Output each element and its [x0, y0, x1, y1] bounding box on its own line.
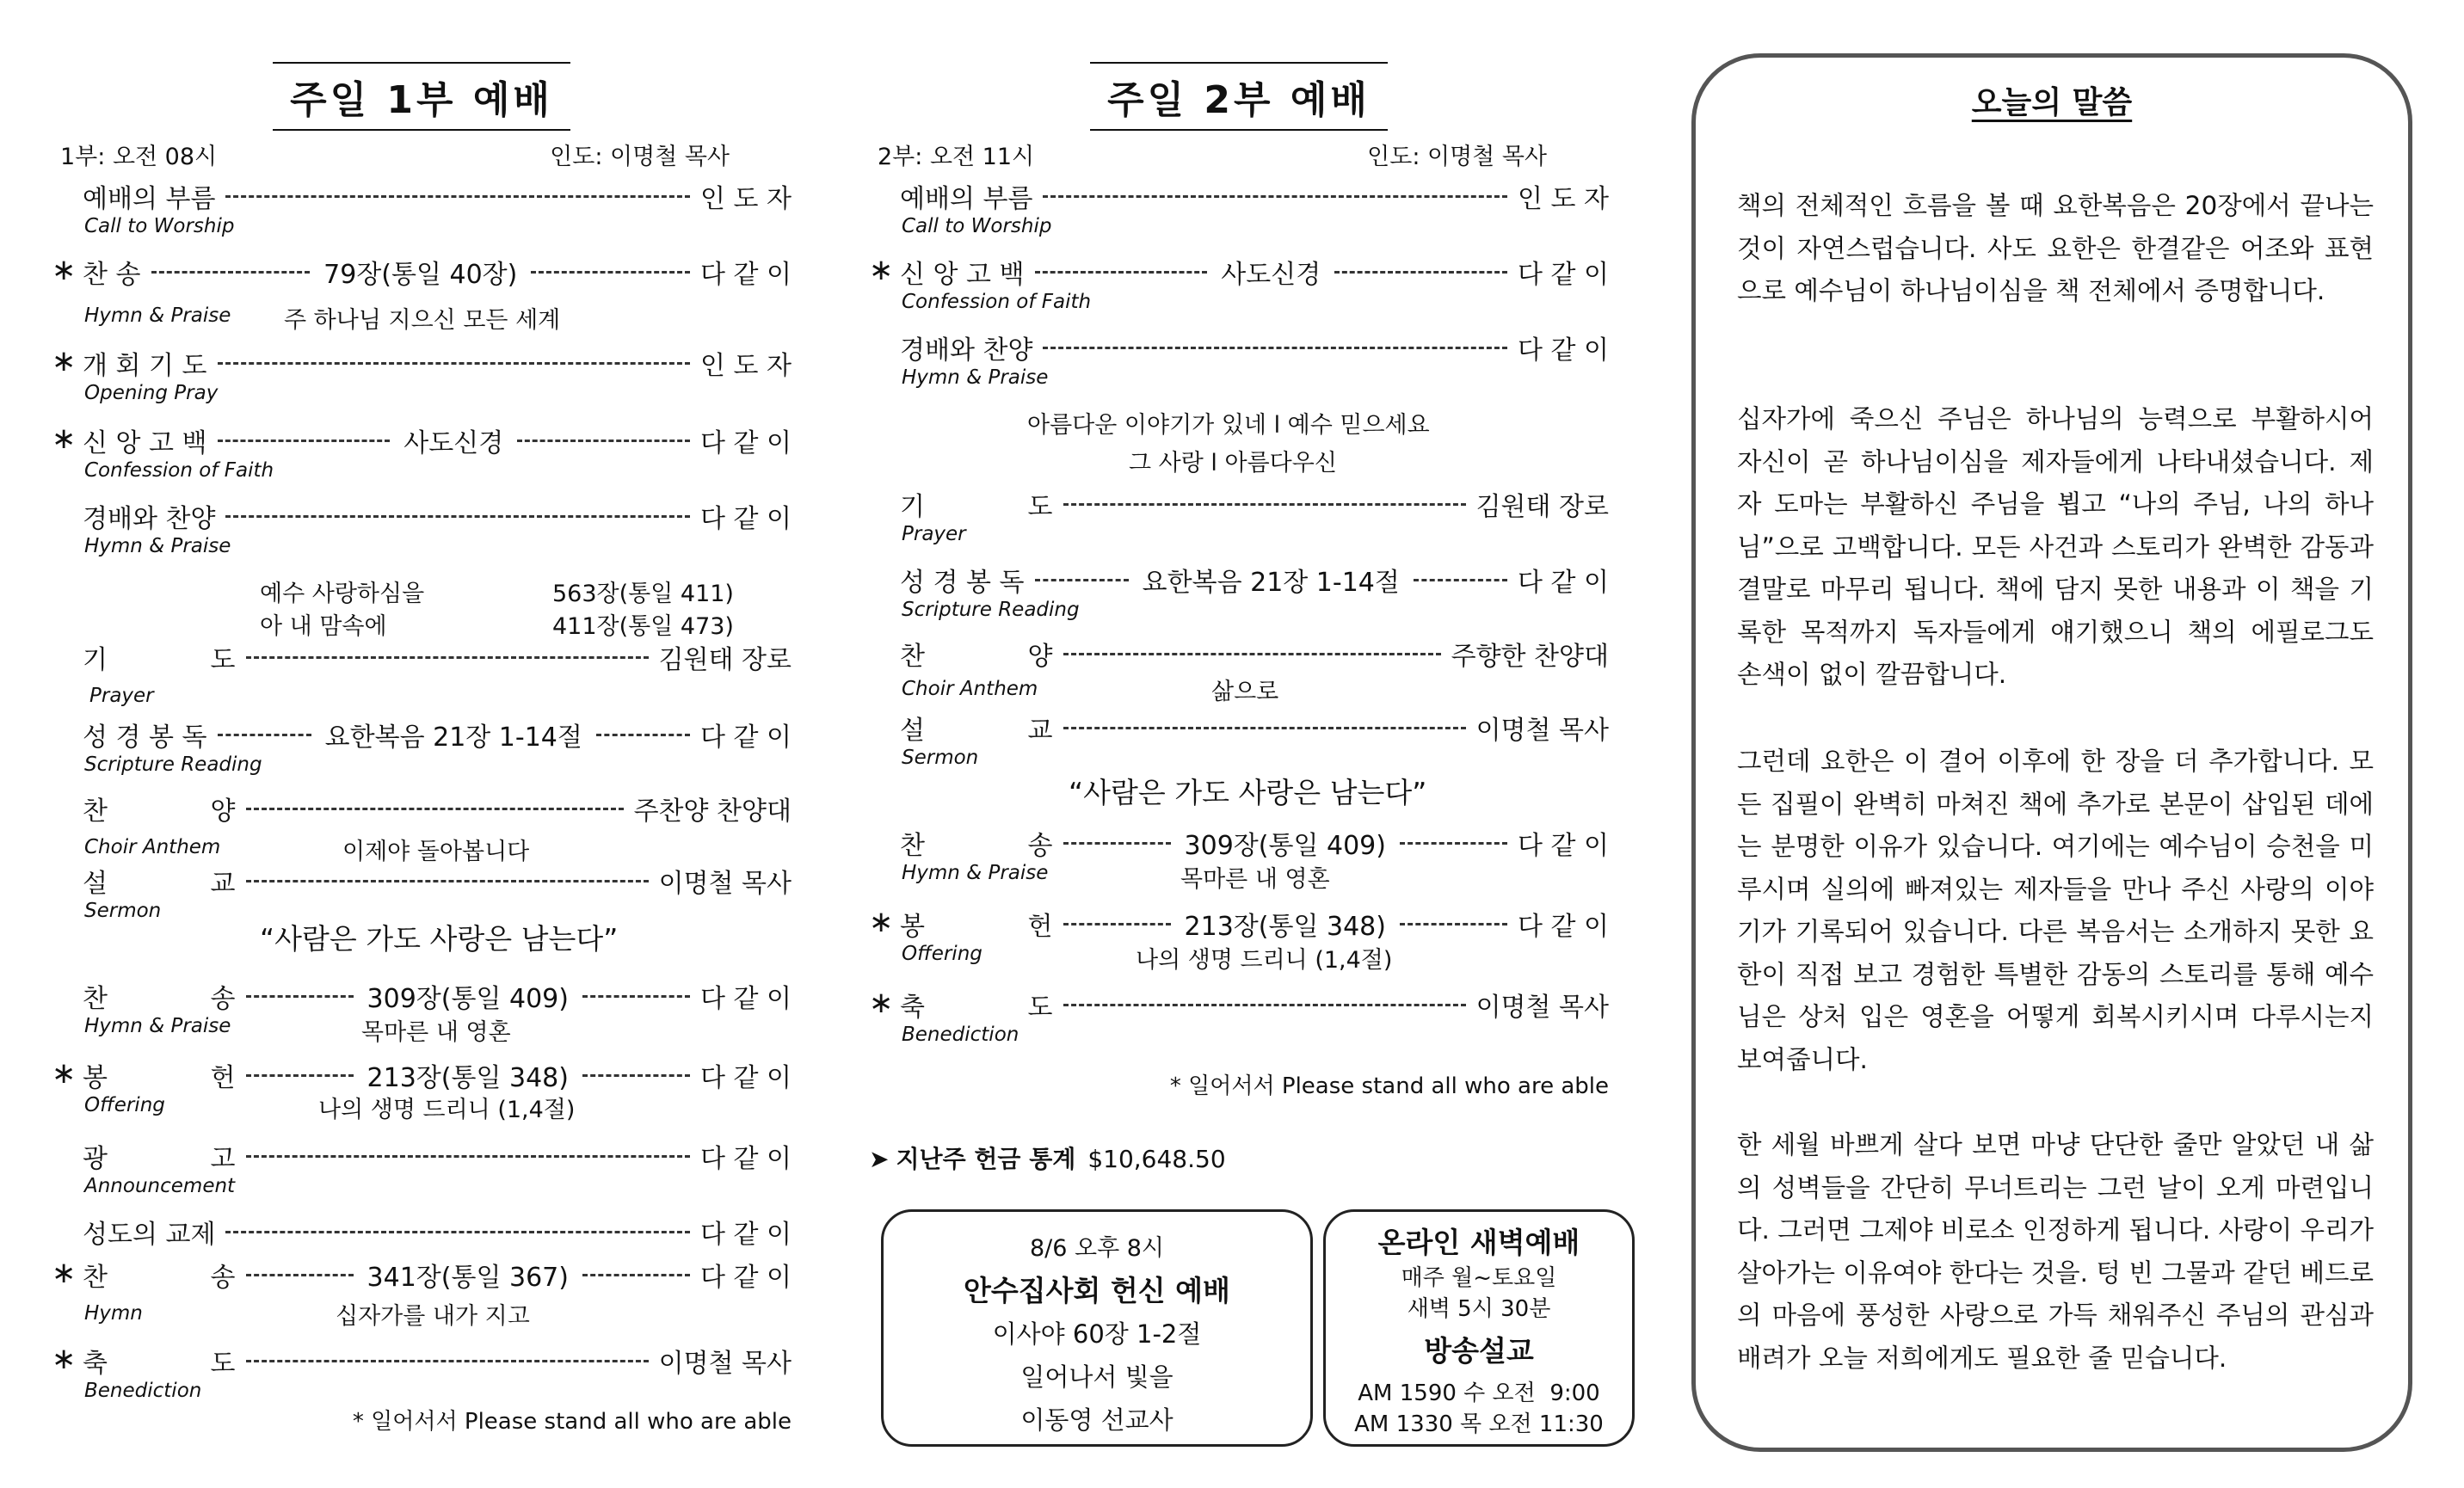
offering-stats-amount: $10,648.50 — [1087, 1145, 1226, 1173]
service1-leader: 인도: 이명철 목사 — [550, 144, 730, 170]
event-date: 8/6 오후 8시 — [1029, 1235, 1165, 1262]
event-box — [881, 1209, 1313, 1447]
sermon-paragraph: 그런데 요한은 이 결어 이후에 한 장을 더 추가합니다. 모든 집필이 완벽히 마쳐진 책에 추가로 본문이 삽입된 데에는 분명한 이유가 있습니다. 여기에는 예수님이 승천을 미루시며 실의에 빠져있는 제자들을 만나 주신 사랑의 이야기가 기록되어 있습니다. 다른 복음서는 소개하지 못한 요한이 직접 보고 경험한 특별한 감동의 스토리를 통해 예수님은 상처 입은 영혼을 어떻게 회복시키시며 다루시는지 보여줍니다. — [1737, 747, 2374, 1074]
online-days: 매주 월~토요일 — [1401, 1265, 1557, 1291]
service2-item: 설 교 이명철 목사 Sermon “사람은 가도 사랑은 남는다” — [900, 716, 1609, 809]
service1-title: 주일 1부 예배 — [273, 62, 570, 131]
service1-item: ∗ 찬 송 79장(통일 40장) 다 같 이 Hymn & Praise 주 하나님 지으신 모든 세계 — [52, 253, 792, 334]
service1-item: ∗ 개 회 기 도 인 도 자 Opening Pray — [52, 344, 792, 404]
service1-item: 예배의 부름 인 도 자 Call to Worship — [83, 184, 792, 237]
service1-item: ∗ 신 앙 고 백 사도신경 다 같 이 Confession of Faith — [52, 421, 792, 482]
service1-item: ∗ 찬 송 341장(통일 367) 다 같 이 Hymn 십자가를 내가 지고 — [52, 1256, 792, 1330]
online-title: 온라인 새벽예배 — [1377, 1226, 1580, 1259]
radio-1: AM 1590 수 오전 9:00 — [1358, 1380, 1600, 1406]
offering-stats-label: 지난주 헌금 통계 — [896, 1145, 1076, 1173]
service1-item: ∗ 봉 헌 213장(통일 348) 다 같 이 Offering 나의 생명 드리니 (1,4절) — [52, 1056, 792, 1123]
online-time: 새벽 5시 30분 — [1407, 1296, 1551, 1322]
service1-item: 경배와 찬양 다 같 이 Hymn & Praise 예수 사랑하심을 563장(통일 411) 아 내 맘속에 411장(통일 473) — [83, 504, 792, 640]
service1-stand-note: * 일어서서 Please stand all who are able — [352, 1409, 792, 1435]
sermon-panel — [1691, 53, 2412, 1452]
event-subtitle: 일어나서 빛을 — [1020, 1362, 1173, 1392]
service1-item: 성 경 봉 독 요한복음 21장 1-14절 다 같 이 Scripture Reading — [83, 722, 792, 776]
sermon-title: 오늘의 말씀 — [1971, 85, 2133, 120]
service2-item: 찬 송 309장(통일 409) 다 같 이 Hymn & Praise 목마른 내 영혼 — [900, 831, 1610, 893]
service2-item: ∗ 축 도 이명철 목사 Benediction — [869, 986, 1609, 1046]
service2-header — [878, 138, 1600, 171]
service2-item: 성 경 봉 독 요한복음 21장 1-14절 다 같 이 Scripture Reading — [900, 568, 1610, 621]
service2-time: 2부: 오전 11시 — [878, 144, 1035, 170]
arrow-right-icon: ➤ — [869, 1145, 890, 1173]
service2-title: 주일 2부 예배 — [1090, 62, 1388, 131]
service2-item: 예배의 부름 인 도 자 Call to Worship — [900, 184, 1609, 237]
broadcast-title: 방송설교 — [1424, 1334, 1534, 1368]
service1-item: 찬 양 주찬양 찬양대 Choir Anthem 이제야 돌아봅니다 — [83, 796, 792, 865]
service1-item: 성도의 교제 다 같 이 — [83, 1220, 792, 1250]
service1-item: 기 도 김원태 장로 Prayer — [83, 645, 792, 707]
radio-2: AM 1330 목 오전 11:30 — [1354, 1411, 1604, 1437]
service2-item: 찬 양 주향한 찬양대 Choir Anthem 삶으로 — [900, 642, 1609, 705]
service1-time: 1부: 오전 08시 — [60, 144, 218, 170]
sermon-paragraph: 십자가에 죽으신 주님은 하나님의 능력으로 부활하시어 자신이 곧 하나님이심을 제자들에게 나타내셨습니다. 제자 도마는 부활하신 주님을 뵙고 “나의 주님, 나의 하나님”으로 고백합니다. 모든 사건과 스토리가 완벽한 감동과 결말로 마무리 됩니다. 책에 담지 못한 내용과 이 책을 기록한 목적까지 독자들에게 얘기했으니 책의 에필로그도 손색이 없이 깔끔합니다. — [1737, 404, 2374, 689]
service2-item: ∗ 신 앙 고 백 사도신경 다 같 이 Confession of Faith — [869, 253, 1609, 313]
event-scripture: 이사야 60장 1-2절 — [992, 1319, 1202, 1349]
service2-stand-note: * 일어서서 Please stand all who are able — [1169, 1073, 1609, 1099]
sermon-paragraph: 책의 전체적인 흐름을 볼 때 요한복음은 20장에서 끝나는 것이 자연스럽습니다. 사도 요한은 한결같은 어조와 표현으로 예수님이 하나님이심을 책 전체에서 증명합니다. — [1737, 191, 2374, 305]
service1-item: 광 고 다 같 이 Announcement — [83, 1144, 792, 1197]
offering-stats — [869, 1141, 1226, 1175]
service2-item: 경배와 찬양 다 같 이 Hymn & Praise 아름다운 이야기가 있네 l 예수 믿으세요 그 사랑 l 아름다우신 — [900, 335, 1609, 477]
service2-item: ∗ 봉 헌 213장(통일 348) 다 같 이 Offering 나의 생명 드리니 (1,4절) — [869, 905, 1610, 974]
service2-leader: 인도: 이명철 목사 — [1367, 144, 1547, 170]
event-title: 안수집사회 헌신 예배 — [964, 1274, 1230, 1307]
service1-header — [60, 138, 783, 171]
service1-item: 설 교 이명철 목사 Sermon “사람은 가도 사랑은 남는다” — [83, 869, 792, 956]
event-speaker: 이동영 선교사 — [1020, 1405, 1173, 1435]
service2-item: 기 도 김원태 장로 Prayer — [900, 492, 1609, 545]
online-box — [1323, 1209, 1635, 1447]
service1-item: 찬 송 309장(통일 409) 다 같 이 Hymn & Praise 목마른 내 영혼 — [83, 984, 792, 1046]
service1-item: ∗ 축 도 이명철 목사 Benediction — [52, 1342, 792, 1402]
sermon-paragraph: 한 세월 바쁘게 살다 보면 마냥 단단한 줄만 알았던 내 삶의 성벽들을 간단히 무너트리는 그런 날이 오게 마련입니다. 그러면 그제야 비로소 인정하게 됩니다. 사랑이 우리가 살아가는 이유여야 한다는 것을. 텅 빈 그물과 같던 베드로의 마음에 풍성한 사랑으로 가득 채워주신 주님의 관심과 배려가 오늘 저희에게도 필요한 줄 믿습니다. — [1737, 1130, 2374, 1373]
